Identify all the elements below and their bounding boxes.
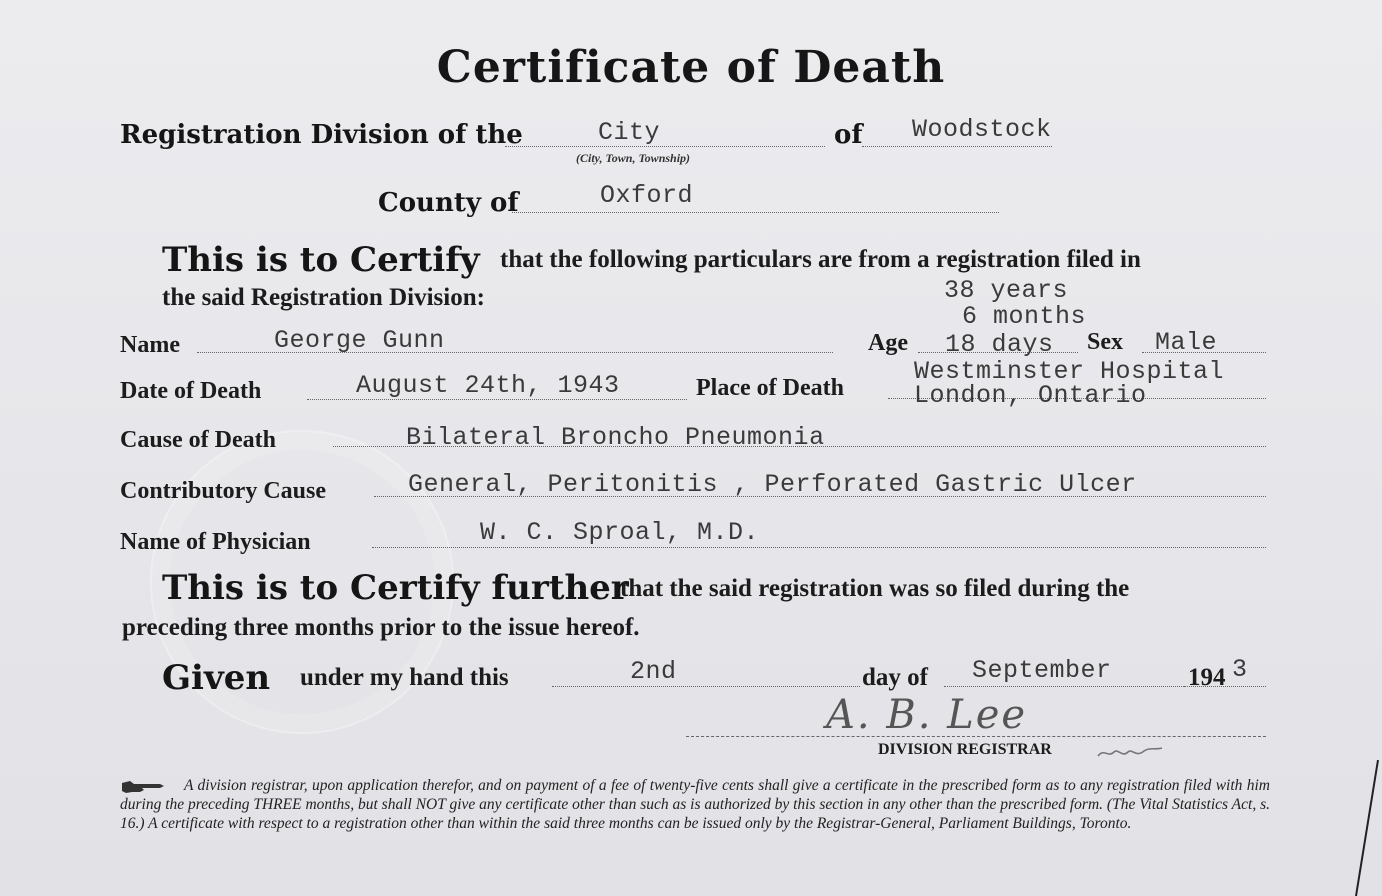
- sex-label: Sex: [1087, 329, 1123, 355]
- of-label: of: [834, 120, 863, 150]
- footnote-text: A division registrar, upon application therefor, and on payment of a fee of twenty-five cents shall give a certificate in the prescribed form as to any registration filed with him during the preceding THREE months, but shall NOT give any certificate other than such as is authorized by this section in any other than the prescribed form. (The Vital Statistics Act, s. 16.) A certificate with respect to a registration other than within the said three months can be issued only by the Registrar-General, Parliament Buildings, Toronto.: [120, 777, 1270, 832]
- cause-of-death-value: Bilateral Broncho Pneumonia: [406, 423, 825, 452]
- place-of-death-line2: London, Ontario: [914, 381, 1147, 410]
- physician-label: Name of Physician: [120, 529, 311, 555]
- place-line: [862, 146, 1052, 147]
- division-type-line: [505, 146, 825, 147]
- age-label: Age: [868, 330, 908, 356]
- given-month-value: September: [972, 656, 1112, 685]
- certificate-title: Certificate of Death: [436, 42, 946, 93]
- division-registrar-label: DIVISION REGISTRAR: [878, 741, 1052, 758]
- certify-text-line1: that the following particulars are from a registration filed in: [500, 246, 1141, 273]
- place-of-death-label: Place of Death: [696, 375, 844, 401]
- physician-value: W. C. Sproal, M.D.: [480, 518, 760, 547]
- certify-further-line1: that the said registration was so filed during the: [620, 575, 1130, 602]
- county-value: Oxford: [600, 181, 694, 210]
- date-of-death-label: Date of Death: [120, 378, 262, 404]
- page-edge-mark: [1352, 760, 1382, 896]
- signature-line: [686, 736, 1266, 737]
- given-lead: Given: [162, 658, 271, 698]
- given-year-line: [1184, 686, 1266, 687]
- day-of-label: day of: [862, 664, 928, 691]
- given-day-line: [552, 686, 860, 687]
- given-text: under my hand this: [300, 664, 509, 691]
- physician-line: [372, 547, 1266, 548]
- certify-further-lead: This is to Certify further: [162, 568, 629, 608]
- division-type-hint: (City, Town, Township): [576, 151, 691, 165]
- given-day-value: 2nd: [630, 657, 677, 686]
- registration-division-label: Registration Division of the: [120, 120, 523, 150]
- certify-lead: This is to Certify: [162, 240, 480, 280]
- initials-mark: [1096, 742, 1166, 762]
- place-of-death-line1: Westminster Hospital: [914, 357, 1225, 386]
- given-year-suffix: 3: [1232, 655, 1248, 684]
- sex-value: Male: [1155, 328, 1218, 357]
- county-line: [512, 212, 999, 213]
- age-days-value: 18 days: [945, 330, 1054, 359]
- cause-of-death-label: Cause of Death: [120, 427, 276, 453]
- given-year-prefix: 194: [1188, 664, 1226, 691]
- division-type-value: City: [598, 118, 661, 147]
- registrar-signature: A. B. Lee: [826, 692, 1028, 738]
- contributory-cause-label: Contributory Cause: [120, 478, 327, 504]
- date-of-death-value: August 24th, 1943: [356, 371, 620, 400]
- name-value: George Gunn: [274, 326, 445, 355]
- certify-text-line2: the said Registration Division:: [162, 284, 485, 311]
- contributory-cause-value: General, Peritonitis , Perforated Gastric Ulcer: [408, 470, 1137, 499]
- county-label: County of: [378, 188, 519, 218]
- given-month-line: [944, 686, 1184, 687]
- registration-place-value: Woodstock: [912, 115, 1052, 144]
- name-label: Name: [120, 332, 180, 358]
- age-months-value: 6 months: [962, 302, 1087, 331]
- certify-further-line2: preceding three months prior to the issue hereof.: [122, 614, 640, 641]
- age-years-value: 38 years: [944, 276, 1069, 305]
